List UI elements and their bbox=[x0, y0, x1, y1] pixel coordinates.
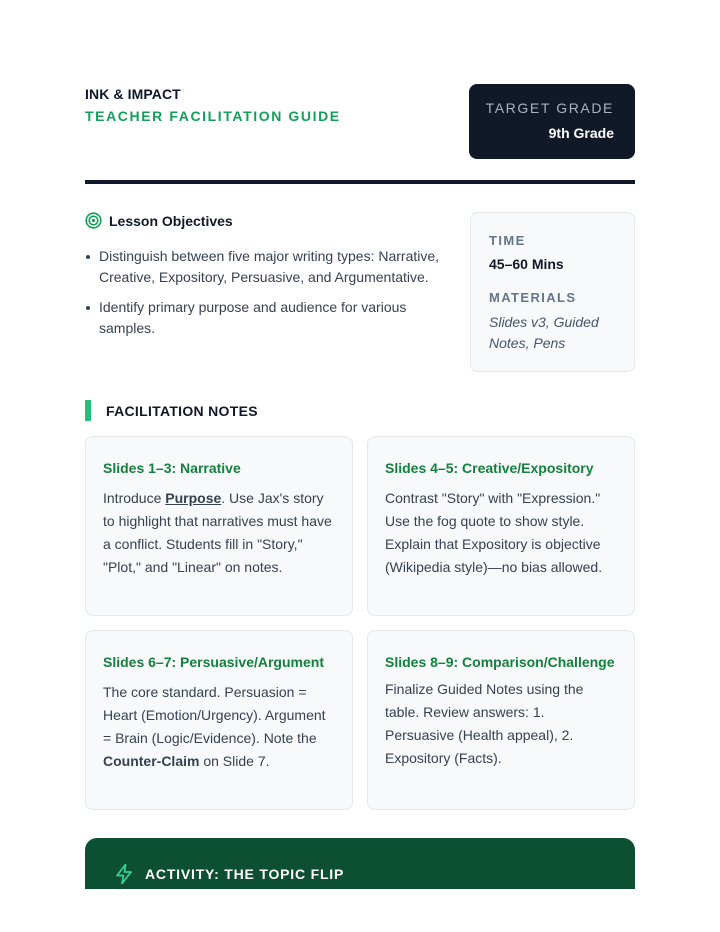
note-card-title: Slides 4–5: Creative/Expository bbox=[385, 460, 594, 476]
objectives-list bbox=[85, 246, 455, 339]
note-card-creative-expository bbox=[367, 436, 635, 616]
objectives-heading bbox=[85, 212, 455, 229]
note-text: . Use Jax's story to highlight that narratives must have a conflict. Students fill in "Story," "Plot," and "Linear" on notes. bbox=[103, 490, 332, 575]
activity-banner bbox=[85, 838, 635, 889]
counter-claim-keyword: Counter-Claim bbox=[103, 753, 200, 769]
brand-name: INK & IMPACT bbox=[85, 86, 181, 102]
lightning-icon bbox=[115, 863, 133, 885]
header-divider bbox=[85, 180, 635, 184]
target-grade-value: 9th Grade bbox=[548, 125, 614, 141]
lesson-meta-box bbox=[470, 212, 635, 372]
facilitation-notes-heading bbox=[85, 400, 258, 421]
note-text: on Slide 7. bbox=[199, 753, 270, 769]
facilitation-notes-title: FACILITATION NOTES bbox=[106, 402, 258, 419]
header bbox=[85, 84, 635, 159]
time-label: TIME bbox=[489, 233, 526, 248]
objective-item: Identify primary purpose and audience for various samples. bbox=[85, 297, 455, 339]
note-card-title: Slides 6–7: Persuasive/Argument bbox=[103, 654, 324, 670]
note-text: The core standard. Persuasion = Heart (Emotion/Urgency). Argument = Brain (Logic/Evidence). Note the bbox=[103, 684, 326, 746]
note-card-body: Finalize Guided Notes using the table. Review answers: 1. Persuasive (Health appeal), 2. Expository (Facts). bbox=[385, 681, 584, 766]
objective-item: Distinguish between five major writing types: Narrative, Creative, Expository, Persuasive, and Argumentative. bbox=[85, 246, 455, 288]
materials-label: MATERIALS bbox=[489, 290, 577, 305]
note-card-title: Slides 1–3: Narrative bbox=[103, 460, 241, 476]
target-icon bbox=[85, 212, 102, 229]
accent-bar bbox=[85, 400, 91, 421]
guide-subtitle: TEACHER FACILITATION GUIDE bbox=[85, 108, 341, 124]
note-card-narrative bbox=[85, 436, 353, 616]
note-card-title: Slides 8–9: Comparison/Challenge bbox=[385, 654, 615, 670]
lesson-objectives bbox=[85, 212, 455, 348]
note-card-comparison-challenge bbox=[367, 630, 635, 810]
note-card-persuasive-argument bbox=[85, 630, 353, 810]
target-grade-badge bbox=[469, 84, 635, 159]
note-card-body bbox=[103, 681, 335, 773]
time-value: 45–60 Mins bbox=[489, 256, 564, 272]
note-text: Introduce bbox=[103, 490, 166, 506]
activity-title: ACTIVITY: THE TOPIC FLIP bbox=[145, 866, 345, 882]
purpose-keyword: Purpose bbox=[165, 490, 222, 506]
note-card-body: Contrast "Story" with "Expression." Use the fog quote to show style. Explain that Expository is objective (Wikipedia style)—no bias allowed. bbox=[385, 490, 603, 575]
materials-value: Slides v3, Guided Notes, Pens bbox=[489, 314, 599, 351]
target-grade-label: TARGET GRADE bbox=[485, 100, 614, 116]
objectives-title: Lesson Objectives bbox=[109, 212, 233, 229]
note-card-body bbox=[103, 487, 335, 579]
